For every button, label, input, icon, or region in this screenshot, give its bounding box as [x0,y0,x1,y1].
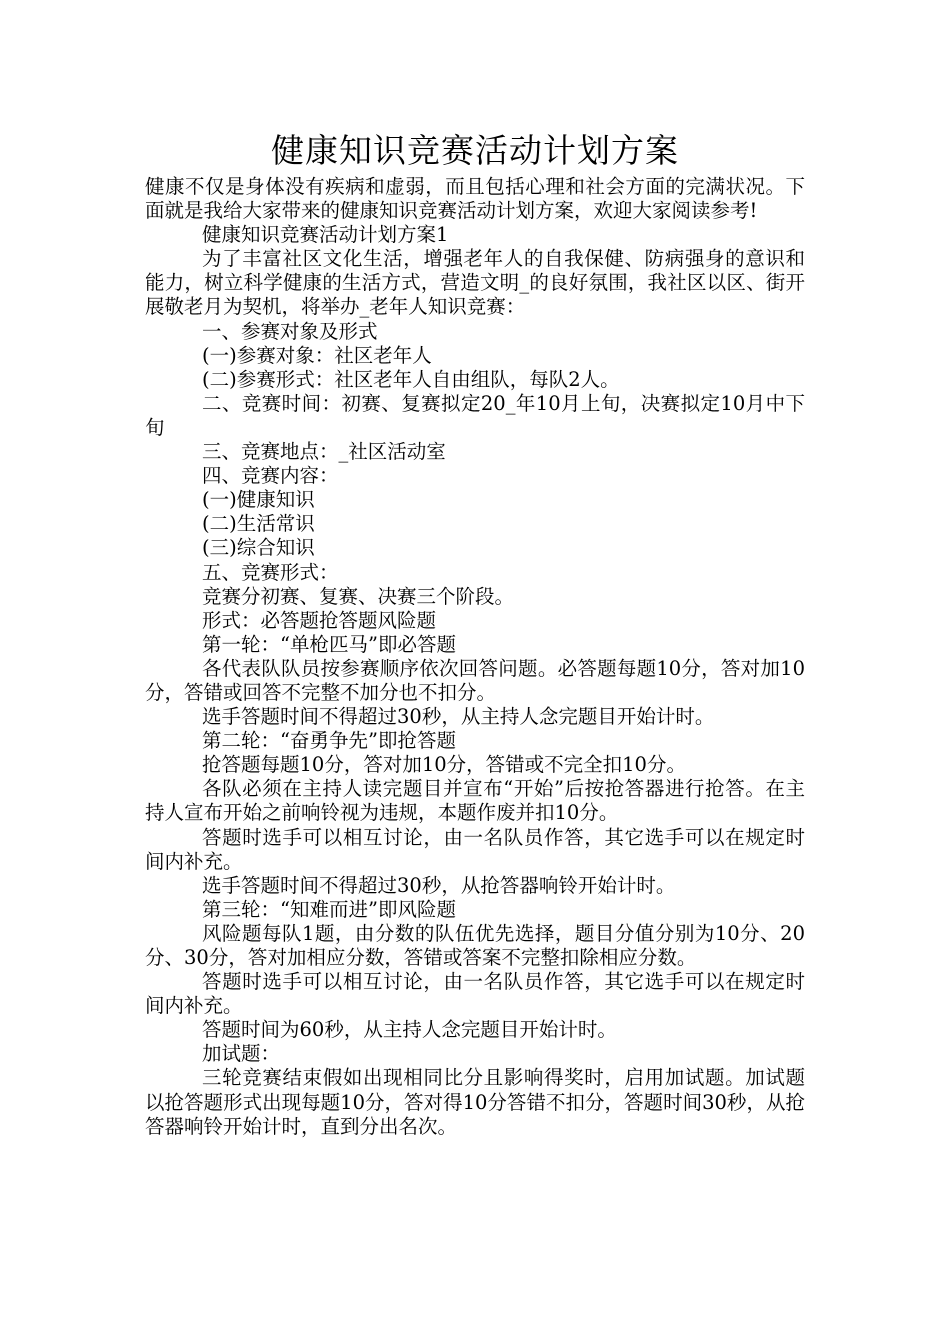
paragraph: (二)生活常识 [202,512,315,536]
paragraph: 竞赛分初赛、复赛、决赛三个阶段。 [202,584,515,608]
paragraph: 抢答题每题10分，答对加10分，答错或不完全扣10分。 [202,753,686,777]
paragraph: 答题时选手可以相互讨论，由一名队员作答，其它选手可以在规定时间内补充。 [145,825,805,873]
paragraph: 各队必须在主持人读完题目并宣布“开始”后按抢答器进行抢答。在主持人宣布开始之前响铃视为违规，本题作废并扣10分。 [145,777,805,825]
document-body [145,175,805,1139]
paragraph: 健康不仅是身体没有疾病和虚弱，而且包括心理和社会方面的完满状况。下面就是我给大家带来的健康知识竞赛活动计划方案，欢迎大家阅读参考! [145,175,805,223]
paragraph: (二)参赛形式：社区老年人自由组队，每队2人。 [202,367,620,391]
paragraph: 一、参赛对象及形式 [202,319,378,343]
paragraph: 二、竞赛时间：初赛、复赛拟定20_年10月上旬，决赛拟定10月中下旬 [145,391,805,439]
paragraph: 答题时间为60秒，从主持人念完题目开始计时。 [202,1018,617,1042]
paragraph: 第三轮：“知难而进”即风险题 [202,897,456,921]
paragraph: 形式：必答题抢答题风险题 [202,608,437,632]
paragraph: 健康知识竞赛活动计划方案1 [202,223,449,247]
document-title: 健康知识竞赛活动计划方案 [271,131,679,170]
paragraph: 风险题每队1题，由分数的队伍优先选择，题目分值分别为10分、20分、30分，答对加相应分数，答错或答案不完整扣除相应分数。 [145,921,805,969]
paragraph: 第二轮：“奋勇争先”即抢答题 [202,729,456,753]
paragraph: 答题时选手可以相互讨论，由一名队员作答，其它选手可以在规定时间内补充。 [145,970,805,1018]
paragraph: 三轮竞赛结束假如出现相同比分且影响得奖时，启用加试题。加试题以抢答题形式出现每题10分，答对得10分答错不扣分，答题时间30秒，从抢答器响铃开始计时，直到分出名次。 [145,1066,805,1138]
paragraph: 为了丰富社区文化生活，增强老年人的自我保健、防病强身的意识和能力，树立科学健康的生活方式，营造文明_的良好氛围，我社区以区、街开展敬老月为契机，将举办_老年人知识竞赛： [145,247,805,319]
paragraph: 加试题： [202,1042,281,1066]
paragraph: 四、竞赛内容： [202,464,339,488]
paragraph: 选手答题时间不得超过30秒，从主持人念完题目开始计时。 [202,705,715,729]
paragraph: 选手答题时间不得超过30秒，从抢答器响铃开始计时。 [202,873,676,897]
paragraph: (三)综合知识 [202,536,315,560]
paragraph: 三、竞赛地点：_社区活动室 [202,440,446,464]
paragraph: 第一轮：“单枪匹马”即必答题 [202,632,456,656]
paragraph: 五、竞赛形式： [202,560,339,584]
paragraph: 各代表队队员按参赛顺序依次回答问题。必答题每题10分，答对加10分，答错或回答不完整不加分也不扣分。 [145,656,805,704]
paragraph: (一)参赛对象：社区老年人 [202,343,432,367]
paragraph: (一)健康知识 [202,488,315,512]
